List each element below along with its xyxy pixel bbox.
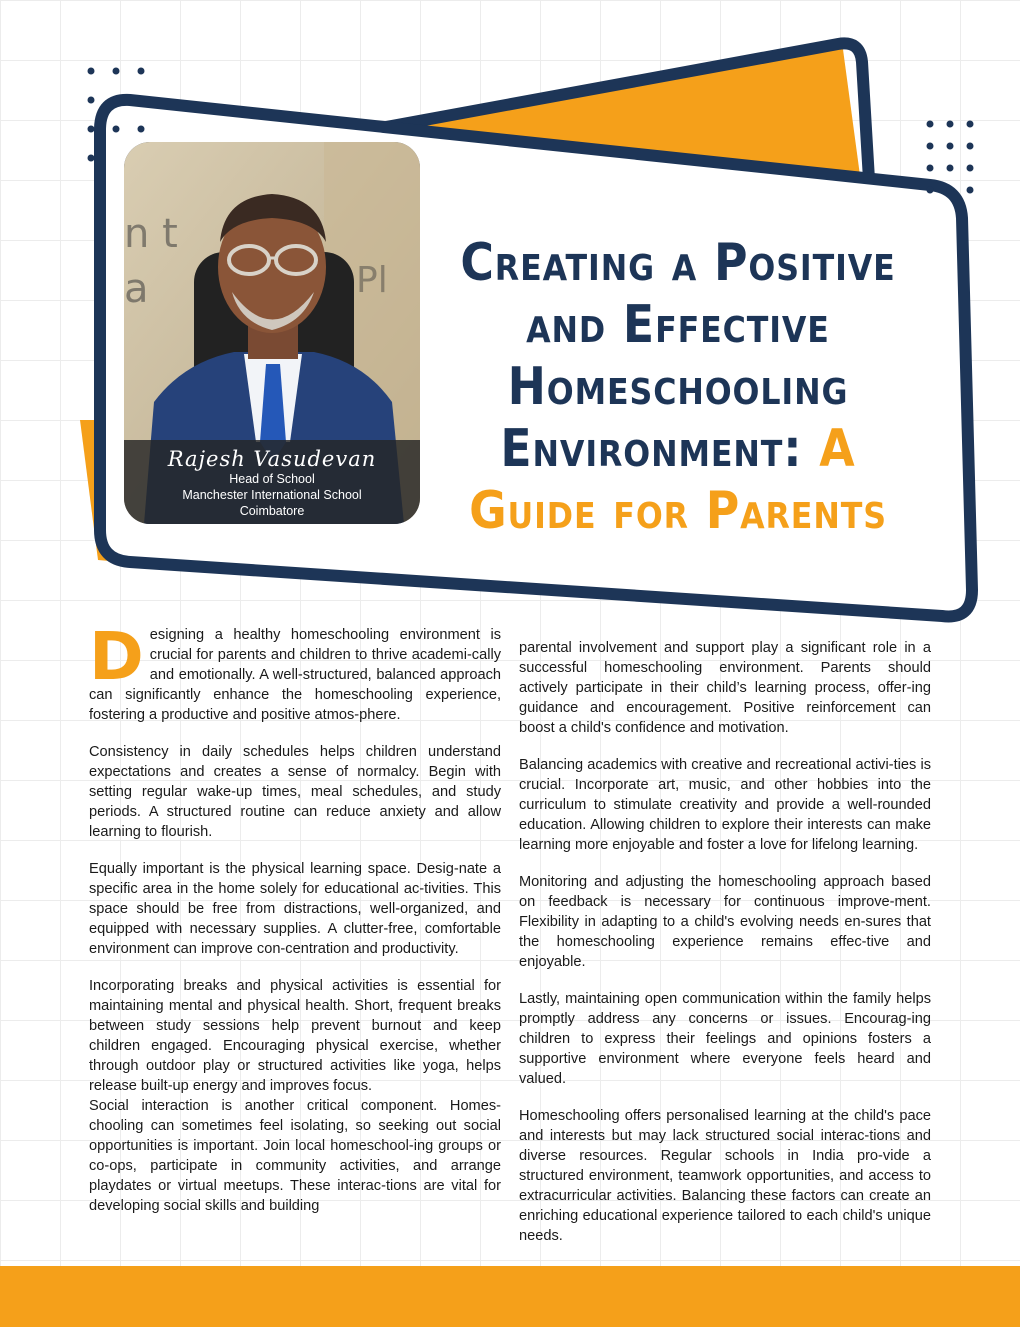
paragraph-intro [89, 618, 501, 725]
title-line-3: Homeschooling [507, 357, 849, 417]
author-school: Manchester International School [182, 488, 362, 502]
svg-text:n t: n t [124, 211, 178, 257]
paragraph-comparison: Homeschooling offers personalised learning at the child's pace and interests but may lack structured social interac-tions and diverse resources. Regular schools in India pro-vide a structured environment, teamwork opportunities, and access to extracurricular activities. Balancing these factors can create an enriching educational experience tailored to each child's unique needs. [519, 1108, 931, 1244]
article-column-right [519, 638, 931, 1246]
paragraph-intro-text: esigning a healthy homeschooling environment is crucial for parents and children to thrive academi-cally and emotionally. A well-structured, balanced approach can significantly enhance the homeschooling experience, fostering a productive and positive atmos-phere. [89, 627, 501, 723]
title-line-4 [458, 418, 898, 480]
author-photo [124, 142, 420, 524]
author-role: Head of School [229, 472, 315, 486]
paragraph-learning-space: Equally important is the physical learning space. Desig-nate a specific area in the home solely for educational ac-tivities. This space should be free from distractions, well-organized, and equipped with necessary supplies. A clutter-free, comfortable environment can improve con-centration and productivity. [89, 861, 501, 957]
svg-text:Pl: Pl [356, 260, 388, 301]
footer-band [0, 1266, 1020, 1327]
paragraph-monitoring: Monitoring and adjusting the homeschooling approach based on feedback is necessary for continuous improve-ment. Flexibility in adapting to a child's evolving needs en-sures that the homeschooling experience remains effec-tive and enjoyable. [519, 874, 931, 970]
title-line-4-text: Environment: [500, 419, 803, 479]
paragraph-parental-involvement: parental involvement and support play a significant role in a successful homeschooling environment. Parents should actively participate in their child’s learning process, offer-ing guidance and encouragement. Positive reinforcement can boost a child's confidence and motivation. [519, 640, 931, 736]
article-title [458, 232, 898, 542]
author-name: Rajesh Vasudevan [167, 447, 377, 471]
svg-text:a: a [124, 266, 149, 312]
author-caption [124, 440, 420, 524]
title-line-4-accent: A [819, 419, 856, 479]
paragraph-schedules: Consistency in daily schedules helps children understand expectations and creates a sense of normalcy. Begin with setting regular wake-up times, meal schedules, and study periods. A structured routine can reduce anxiety and allow learning to flourish. [89, 744, 501, 840]
author-city: Coimbatore [239, 504, 305, 518]
paragraph-breaks: Incorporating breaks and physical activities is essential for maintaining mental and physical health. Short, frequent breaks between study sessions help prevent burnout and keep children engaged. Encouraging physical exercise, whether through outdoor play or structured activities like yoga, helps release built-up energy and improves focus. [89, 978, 501, 1094]
title-line-1: Creating a Positive [460, 233, 896, 293]
article-column-left [89, 618, 501, 1216]
paragraph-communication: Lastly, maintaining open communication within the family helps promptly address any concerns or issues. Encourag-ing children to express their feelings and opinions fosters a supportive environment where everyone feels heard and valued. [519, 991, 931, 1087]
paragraph-social: Social interaction is another critical component. Homes-chooling can sometimes feel isolating, so seeking out social opportunities is important. Join local homeschool-ing groups or co-ops, participate in community activities, and arrange playdates or virtual meetups. These interac-tions are vital for developing social skills and building [89, 1098, 501, 1214]
title-line-2: and Effective [526, 295, 830, 355]
drop-cap: D [89, 618, 144, 695]
paragraph-creative-balance: Balancing academics with creative and recreational activi-ties is crucial. Incorporate art, music, and other hobbies into the curriculum to stimulate creativity and provide a well-rounded education. Allowing children to explore their interests can make learning more enjoyable and foster a love for lifelong learning. [519, 757, 931, 853]
title-line-5: Guide for Parents [469, 481, 887, 541]
